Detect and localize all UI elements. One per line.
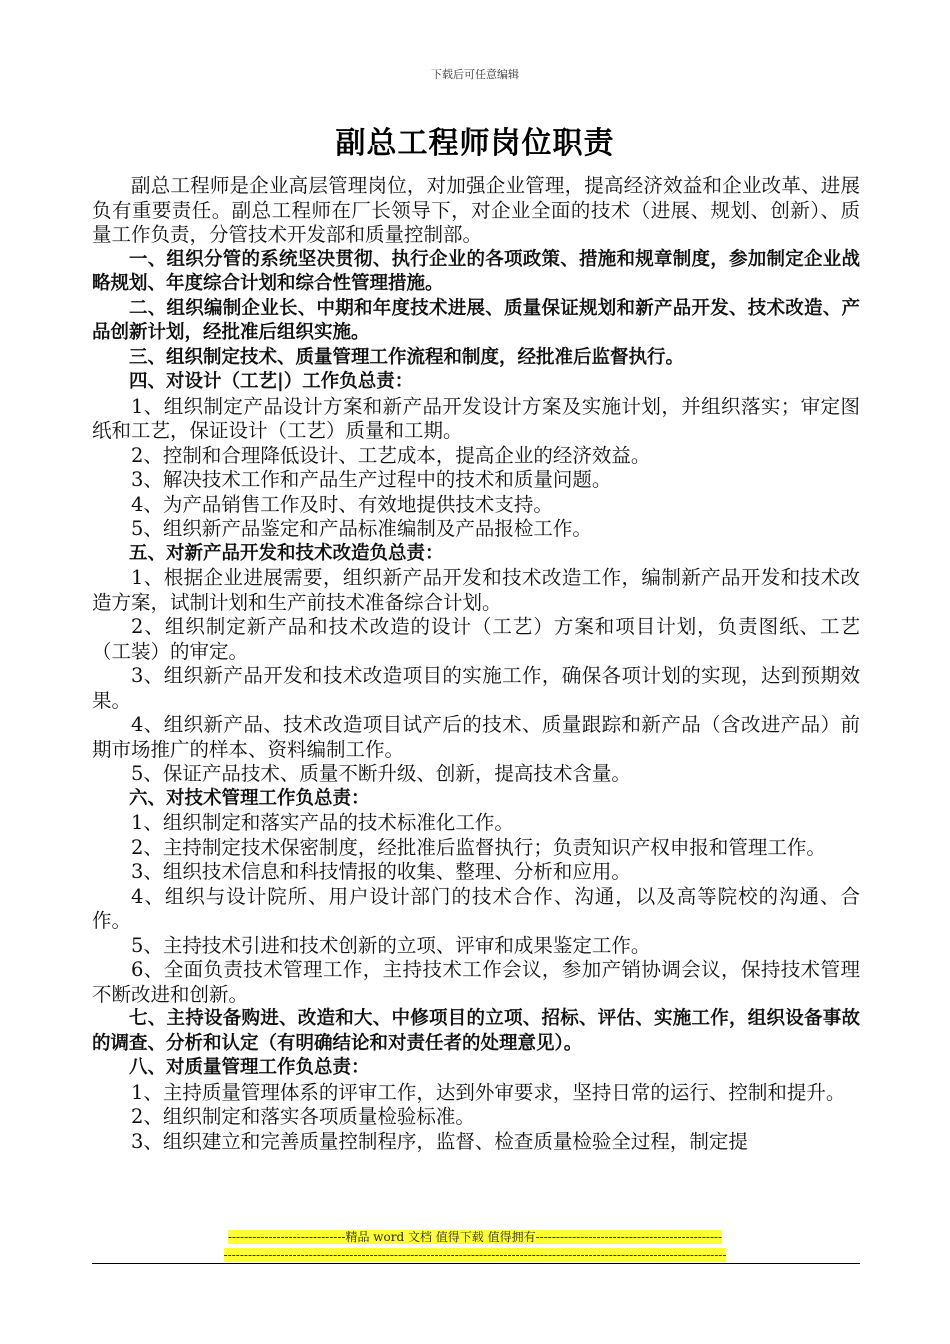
paragraph: 八、对质量管理工作负总责： bbox=[129, 1057, 370, 1078]
paragraph: 4、组织新产品、技术改造项目试产后的技术、质量跟踪和新产品（含改进产品）前期市场推广的样本、资料编制工作。 bbox=[92, 713, 860, 761]
paragraph: 3、组织技术信息和科技情报的收集、整理、分析和应用。 bbox=[131, 860, 631, 883]
paragraph: 一、组织分管的系统坚决贯彻、执行企业的各项政策、措施和规章制度，参加制定企业战略规划、年度综合计划和综合性管理措施。 bbox=[92, 248, 860, 294]
paragraph: 6、全面负责技术管理工作，主持技术工作会议，参加产销协调会议，保持技术管理不断改进和创新。 bbox=[92, 958, 860, 1006]
paragraph: 5、主持技术引进和技术创新的立项、评审和成果鉴定工作。 bbox=[131, 933, 651, 957]
paragraph: 四、对设计（工艺|）工作负总责： bbox=[129, 371, 414, 392]
paragraph: 3、解决技术工作和产品生产过程中的技术和质量问题。 bbox=[131, 468, 612, 491]
footer-divider bbox=[92, 1263, 860, 1264]
paragraph: 二、组织编制企业长、中期和年度技术进展、质量保证规划和新产品开发、技术改造、产品创新计划，经批准后组织实施。 bbox=[92, 297, 860, 343]
paragraph: 2、控制和合理降低设计、工艺成本，提高企业的经济效益。 bbox=[131, 443, 651, 467]
footer-line-2: ---------------------------------------------------------------------------------------------------------------------------- bbox=[223, 1248, 727, 1262]
paragraph: 3、组织新产品开发和技术改造项目的实施工作，确保各项计划的实现，达到预期效果。 bbox=[92, 664, 860, 712]
paragraph: 4、为产品销售工作及时、有效地提供技术支持。 bbox=[131, 492, 553, 516]
paragraph: 5、组织新产品鉴定和产品标准编制及产品报检工作。 bbox=[131, 517, 592, 540]
paragraph: 5、保证产品技术、质量不断升级、创新，提高技术含量。 bbox=[131, 762, 631, 785]
paragraph: 副总工程师是企业高层管理岗位，对加强企业管理，提高经济效益和企业改革、进展负有重要责任。副总工程师在厂长领导下，对企业全面的技术（进展、规划、创新）、质量工作负责，分管技术开发部和质量控制部。 bbox=[92, 174, 860, 246]
footer-line-1: -----------------------------精品 word 文档 值得下载 值得拥有---------------------------------------------- bbox=[227, 1230, 723, 1244]
paragraph: 1、组织制定产品设计方案和新产品开发设计方案及实施计划，并组织落实；审定图纸和工艺，保证设计（工艺）质量和工期。 bbox=[92, 394, 860, 442]
paragraph: 3、组织建立和完善质量控制程序，监督、检查质量检验全过程，制定提 bbox=[131, 1129, 748, 1153]
paragraph: 1、组织制定和落实产品的技术标准化工作。 bbox=[131, 811, 514, 834]
paragraph: 六、对技术管理工作负总责： bbox=[129, 787, 370, 809]
paragraph: 2、组织制定新产品和技术改造的设计（工艺）方案和项目计划，负责图纸、工艺（工装）的审定。 bbox=[92, 615, 860, 663]
document-body bbox=[92, 174, 860, 1154]
paragraph: 1、主持质量管理体系的评审工作，达到外审要求，坚持日常的运行、控制和提升。 bbox=[131, 1080, 846, 1104]
header-note: 下载后可任意编辑 bbox=[431, 68, 519, 81]
paragraph: 五、对新产品开发和技术改造负总责： bbox=[129, 542, 444, 564]
paragraph: 2、主持制定技术保密制度，经批准后监督执行；负责知识产权申报和管理工作。 bbox=[131, 835, 826, 859]
paragraph: 1、根据企业进展需要，组织新产品开发和技术改造工作，编制新产品开发和技术改造方案，试制计划和生产前技术准备综合计划。 bbox=[92, 566, 860, 614]
paragraph: 2、组织制定和落实各项质量检验标准。 bbox=[131, 1105, 475, 1128]
paragraph: 七、主持设备购进、改造和大、中修项目的立项、招标、评估、实施工作，组织设备事故的调查、分析和认定（有明确结论和对责任者的处理意见）。 bbox=[92, 1008, 860, 1054]
paragraph: 三、组织制定技术、质量管理工作流程和制度，经批准后监督执行。 bbox=[129, 346, 685, 368]
paragraph: 4、组织与设计院所、用户设计部门的技术合作、沟通，以及高等院校的沟通、合作。 bbox=[92, 884, 860, 932]
document-title: 副总工程师岗位职责 bbox=[335, 126, 615, 161]
footer-banner bbox=[0, 1228, 950, 1264]
